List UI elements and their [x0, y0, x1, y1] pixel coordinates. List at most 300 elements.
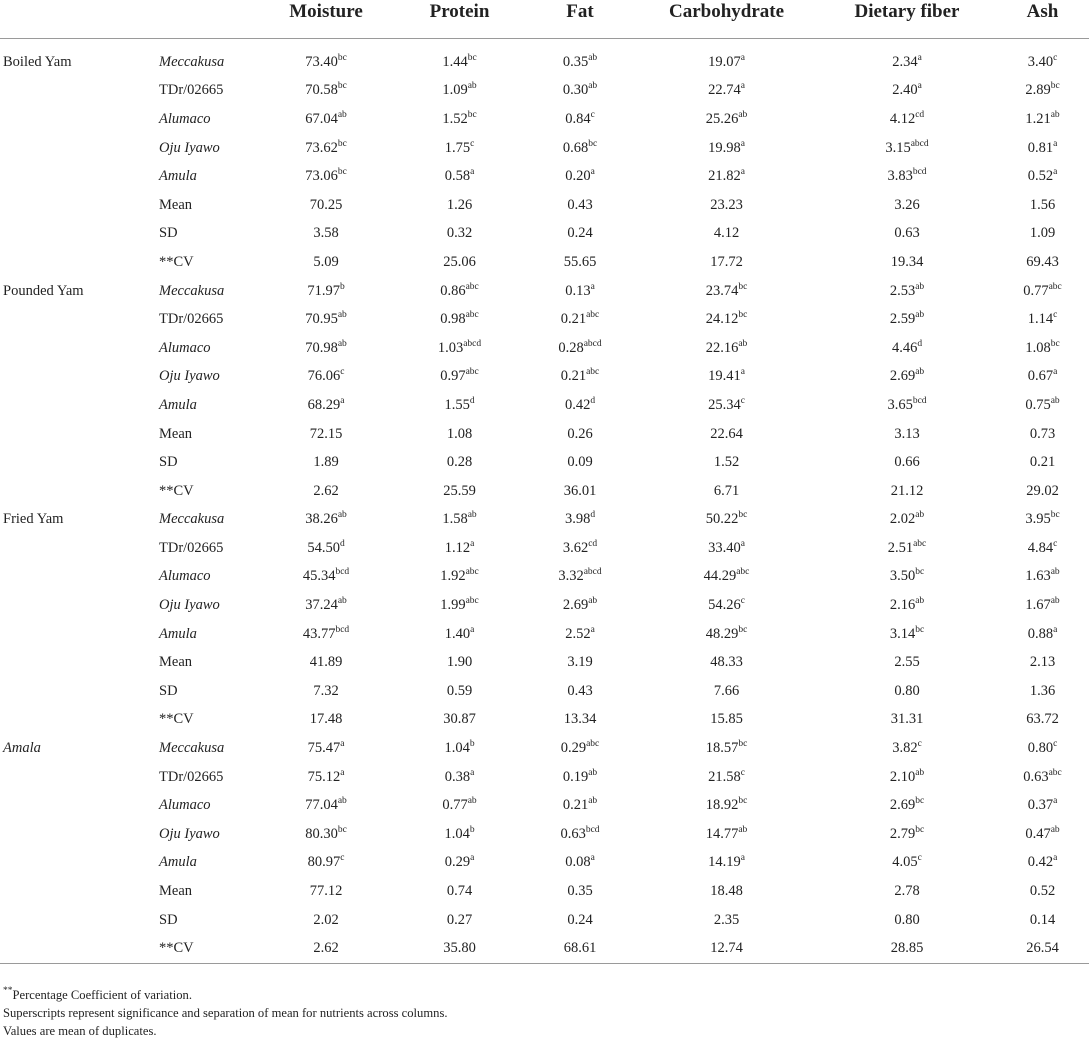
cell-value: 0.58 [444, 168, 471, 185]
significance-superscript: ab [337, 310, 347, 321]
table-row [0, 734, 1089, 763]
significance-superscript: bc [738, 281, 748, 292]
cell-value: 1.52 [442, 110, 468, 127]
fat-cell [525, 477, 635, 506]
cell-value: 19.07 [708, 53, 741, 70]
protein-cell [394, 220, 525, 249]
ash-cell [996, 420, 1089, 449]
cell-value: 44.29 [703, 568, 737, 585]
ash-cell [996, 334, 1089, 363]
group-label [0, 849, 150, 878]
protein-cell [394, 448, 525, 477]
cell-value: 0.21 [560, 368, 587, 385]
cell-value: 0.27 [446, 911, 473, 928]
dietary-fiber-cell [818, 391, 996, 420]
protein-cell [394, 39, 525, 77]
protein-cell [394, 734, 525, 763]
group-label: Fried Yam [3, 511, 64, 528]
cell-value: 0.52 [1029, 883, 1056, 900]
variety-label: Meccakusa [159, 53, 225, 70]
significance-superscript: c [917, 853, 922, 864]
cell-value: 1.04 [444, 740, 470, 757]
ash-cell [996, 77, 1089, 106]
protein-cell [394, 763, 525, 792]
fat-cell [525, 648, 635, 677]
group-label [0, 648, 150, 677]
cell-value: 2.59 [889, 311, 916, 328]
protein-cell [394, 305, 525, 334]
carbohydrate-cell [635, 563, 818, 592]
significance-superscript: d [469, 395, 475, 406]
dietary-fiber-cell [818, 39, 996, 77]
table-row [0, 477, 1089, 506]
cell-value: 19.41 [708, 368, 741, 385]
significance-superscript: c [470, 138, 475, 149]
cell-value: 21.12 [890, 482, 924, 499]
cell-value: 77.04 [305, 797, 338, 814]
cell-value: 0.24 [567, 225, 593, 242]
protein-cell [394, 591, 525, 620]
carbohydrate-cell [635, 77, 818, 106]
table-row [0, 105, 1089, 134]
moisture-cell [258, 620, 394, 649]
header-carbohydrate: Carbohydrate [635, 0, 818, 39]
cell-value: 0.67 [1027, 368, 1054, 385]
ash-cell [996, 220, 1089, 249]
cell-value: 71.97 [307, 282, 340, 299]
cell-value: 30.87 [443, 711, 476, 728]
protein-cell [394, 477, 525, 506]
cell-value: 3.83 [887, 168, 913, 185]
cell-value: 0.47 [1025, 825, 1051, 842]
fat-cell [525, 534, 635, 563]
cell-value: 0.68 [562, 139, 589, 156]
significance-superscript: ab [467, 81, 477, 92]
table-row [0, 677, 1089, 706]
dietary-fiber-cell [818, 849, 996, 878]
carbohydrate-cell [635, 248, 818, 277]
cell-value: 22.16 [705, 339, 739, 356]
cell-value: 0.88 [1027, 625, 1054, 642]
ash-cell [996, 563, 1089, 592]
cell-value: 0.86 [440, 282, 466, 299]
cell-value: 17.72 [710, 253, 743, 270]
significance-superscript: abc [465, 281, 479, 292]
cell-value: 0.35 [567, 883, 593, 900]
variety-label: Oju Iyawo [159, 139, 220, 156]
moisture-cell [258, 677, 394, 706]
significance-superscript: a [470, 624, 475, 635]
cell-value: 14.77 [705, 825, 739, 842]
dietary-fiber-cell [818, 191, 996, 220]
cell-value: 26.54 [1026, 940, 1059, 957]
cell-value: 0.21 [560, 311, 587, 328]
dietary-fiber-cell [818, 363, 996, 392]
significance-superscript: a [740, 167, 745, 178]
significance-superscript: c [917, 739, 922, 750]
protein-cell [394, 420, 525, 449]
cell-value: 1.03 [437, 339, 464, 356]
cell-value: 24.12 [705, 311, 739, 328]
protein-cell [394, 791, 525, 820]
significance-superscript: b [339, 281, 345, 292]
variety-label: Oju Iyawo [159, 368, 220, 385]
fat-cell [525, 248, 635, 277]
group-label [0, 305, 150, 334]
cell-value: 0.63 [1023, 768, 1049, 785]
significance-superscript: a [740, 52, 745, 63]
significance-superscript: a [1053, 167, 1058, 178]
group-label [0, 591, 150, 620]
group-label: Boiled Yam [3, 53, 72, 70]
table-footnotes [3, 986, 448, 1040]
cell-value: 1.67 [1025, 597, 1051, 614]
group-label [0, 934, 150, 963]
significance-superscript: bc [1050, 81, 1060, 92]
variety-label: Alumaco [159, 339, 211, 356]
ash-cell [996, 591, 1089, 620]
cell-value: 22.74 [708, 82, 741, 99]
cell-value: 3.98 [564, 511, 591, 528]
significance-superscript: d [590, 395, 596, 406]
dietary-fiber-cell [818, 534, 996, 563]
cell-value: 37.24 [305, 597, 338, 614]
cell-value: 1.09 [1029, 225, 1056, 242]
cell-value: 35.80 [443, 940, 476, 957]
variety-label: **CV [159, 711, 194, 728]
fat-cell [525, 620, 635, 649]
cell-value: 0.42 [564, 396, 591, 413]
carbohydrate-cell [635, 849, 818, 878]
significance-superscript: abcd [583, 338, 602, 349]
cell-value: 17.48 [309, 711, 343, 728]
cell-value: 5.09 [313, 253, 339, 270]
protein-cell [394, 506, 525, 535]
significance-superscript: a [1053, 796, 1058, 807]
significance-superscript: a [470, 538, 475, 549]
group-label [0, 706, 150, 735]
significance-superscript: bc [1050, 338, 1060, 349]
table-row [0, 363, 1089, 392]
cell-value: 2.89 [1025, 82, 1051, 99]
ash-cell [996, 39, 1089, 77]
table-row [0, 191, 1089, 220]
significance-superscript: abcd [910, 138, 929, 149]
cell-value: 0.30 [562, 82, 589, 99]
ash-cell [996, 305, 1089, 334]
dietary-fiber-cell [818, 420, 996, 449]
cell-value: 2.34 [892, 53, 918, 70]
significance-superscript: b [469, 739, 475, 750]
significance-superscript: c [740, 767, 745, 778]
significance-superscript: ab [1050, 109, 1060, 120]
group-label [0, 77, 150, 106]
fat-cell [525, 448, 635, 477]
table-row [0, 934, 1089, 963]
significance-superscript: a [740, 138, 745, 149]
significance-superscript: ab [738, 109, 748, 120]
significance-superscript: c [1053, 538, 1058, 549]
variety-label: SD [159, 682, 178, 699]
moisture-cell [258, 648, 394, 677]
protein-cell [394, 105, 525, 134]
table-body [0, 39, 1089, 964]
moisture-cell [258, 849, 394, 878]
cell-value: 0.28 [558, 339, 584, 356]
cell-value: 36.01 [563, 482, 597, 499]
fat-cell [525, 934, 635, 963]
protein-cell [394, 706, 525, 735]
significance-superscript: ab [337, 796, 347, 807]
footnote-cv [3, 986, 448, 1004]
significance-superscript: bc [588, 138, 598, 149]
dietary-fiber-cell [818, 677, 996, 706]
ash-cell [996, 534, 1089, 563]
fat-cell [525, 220, 635, 249]
significance-superscript: abc [586, 310, 600, 321]
ash-cell [996, 248, 1089, 277]
cell-value: 0.38 [444, 768, 471, 785]
significance-superscript: bc [337, 138, 347, 149]
cell-value: 1.14 [1027, 311, 1054, 328]
moisture-cell [258, 162, 394, 191]
moisture-cell [258, 220, 394, 249]
significance-superscript: a [590, 624, 595, 635]
cell-value: 2.62 [313, 482, 339, 499]
cell-value: 21.58 [708, 768, 741, 785]
dietary-fiber-cell [818, 620, 996, 649]
table-row [0, 248, 1089, 277]
cell-value: 69.43 [1026, 253, 1059, 270]
group-label [0, 334, 150, 363]
significance-superscript: bc [738, 796, 748, 807]
ash-cell [996, 620, 1089, 649]
cell-value: 12.74 [710, 940, 743, 957]
cell-value: 80.97 [307, 854, 341, 871]
cell-value: 70.25 [309, 196, 343, 213]
table-row [0, 391, 1089, 420]
dietary-fiber-cell [818, 791, 996, 820]
table-row [0, 305, 1089, 334]
cell-value: 67.04 [305, 110, 338, 127]
significance-superscript: bc [738, 624, 748, 635]
variety-label: SD [159, 225, 178, 242]
significance-superscript: abc [465, 310, 479, 321]
cell-value: 0.42 [1027, 854, 1054, 871]
header-protein: Protein [394, 0, 525, 39]
table-row [0, 77, 1089, 106]
cell-value: 0.24 [567, 911, 593, 928]
carbohydrate-cell [635, 591, 818, 620]
ash-cell [996, 706, 1089, 735]
significance-superscript: a [1053, 367, 1058, 378]
significance-superscript: a [590, 167, 595, 178]
cell-value: 25.06 [443, 253, 476, 270]
dietary-fiber-cell [818, 906, 996, 935]
group-label [0, 448, 150, 477]
cell-value: 3.65 [887, 396, 913, 413]
cell-value: 0.75 [1025, 396, 1051, 413]
ash-cell [996, 277, 1089, 306]
cell-value: 73.62 [305, 139, 338, 156]
dietary-fiber-cell [818, 820, 996, 849]
carbohydrate-cell [635, 391, 818, 420]
significance-superscript: bc [915, 567, 925, 578]
cell-value: 0.80 [894, 911, 920, 928]
significance-superscript: ab [588, 796, 598, 807]
dietary-fiber-cell [818, 591, 996, 620]
significance-superscript: c [1053, 52, 1058, 63]
cell-value: 45.34 [302, 568, 336, 585]
cell-value: 2.79 [889, 825, 916, 842]
carbohydrate-cell [635, 448, 818, 477]
significance-superscript: bc [738, 310, 748, 321]
cell-value: 76.06 [307, 368, 341, 385]
ash-cell [996, 363, 1089, 392]
variety-label: Oju Iyawo [159, 825, 220, 842]
protein-cell [394, 363, 525, 392]
variety-label: TDr/02665 [159, 768, 224, 785]
cell-value: 3.58 [313, 225, 339, 242]
cell-value: 1.56 [1029, 196, 1056, 213]
moisture-cell [258, 39, 394, 77]
cell-value: 54.26 [708, 597, 741, 614]
protein-cell [394, 77, 525, 106]
cell-value: 33.40 [708, 539, 741, 556]
table-row [0, 877, 1089, 906]
ash-cell [996, 105, 1089, 134]
cell-value: 2.69 [889, 797, 916, 814]
ash-cell [996, 734, 1089, 763]
significance-superscript: bc [337, 167, 347, 178]
significance-superscript: d [339, 538, 345, 549]
cell-value: 41.89 [309, 654, 343, 671]
significance-superscript: abc [913, 538, 927, 549]
fat-cell [525, 77, 635, 106]
cell-value: 3.82 [892, 740, 918, 757]
carbohydrate-cell [635, 105, 818, 134]
protein-cell [394, 248, 525, 277]
moisture-cell [258, 77, 394, 106]
dietary-fiber-cell [818, 134, 996, 163]
protein-cell [394, 162, 525, 191]
cell-value: 1.44 [442, 53, 468, 70]
dietary-fiber-cell [818, 506, 996, 535]
significance-superscript: a [340, 739, 345, 750]
group-label [0, 420, 150, 449]
variety-label: Alumaco [159, 797, 211, 814]
cell-value: 6.71 [713, 482, 740, 499]
table-row [0, 39, 1089, 77]
cell-value: 14.19 [708, 854, 741, 871]
group-label [0, 534, 150, 563]
fat-cell [525, 763, 635, 792]
ash-cell [996, 820, 1089, 849]
significance-superscript: a [470, 767, 475, 778]
significance-superscript: c [740, 596, 745, 607]
cell-value: 73.06 [305, 168, 338, 185]
cell-value: 68.61 [563, 940, 597, 957]
cell-value: 0.43 [567, 682, 593, 699]
dietary-fiber-cell [818, 305, 996, 334]
variety-label: SD [159, 911, 178, 928]
significance-superscript: abc [586, 367, 600, 378]
significance-superscript: ab [915, 767, 925, 778]
protein-cell [394, 563, 525, 592]
cell-value: 0.28 [446, 454, 473, 471]
cell-value: 0.32 [446, 225, 473, 242]
variety-label: Amula [159, 625, 197, 642]
cell-value: 3.14 [889, 625, 916, 642]
fat-cell [525, 706, 635, 735]
cell-value: 3.26 [894, 196, 920, 213]
protein-cell [394, 277, 525, 306]
table-row [0, 334, 1089, 363]
significance-superscript: d [917, 338, 923, 349]
significance-superscript: abcd [463, 338, 482, 349]
cell-value: 2.78 [894, 883, 920, 900]
moisture-cell [258, 105, 394, 134]
protein-cell [394, 391, 525, 420]
cell-value: 23.74 [705, 282, 739, 299]
ash-cell [996, 477, 1089, 506]
variety-label: Meccakusa [159, 740, 225, 757]
group-label: Pounded Yam [3, 282, 84, 299]
significance-superscript: a [740, 367, 745, 378]
fat-cell [525, 363, 635, 392]
table-row [0, 648, 1089, 677]
significance-superscript: c [340, 367, 345, 378]
fat-cell [525, 791, 635, 820]
dietary-fiber-cell [818, 934, 996, 963]
table-row [0, 763, 1089, 792]
header-variety [150, 0, 258, 39]
protein-cell [394, 334, 525, 363]
significance-superscript: bc [337, 52, 347, 63]
cell-value: 1.26 [446, 196, 473, 213]
protein-cell [394, 906, 525, 935]
significance-superscript: ab [337, 338, 347, 349]
cell-value: 3.13 [894, 425, 920, 442]
table-row [0, 134, 1089, 163]
dietary-fiber-cell [818, 162, 996, 191]
carbohydrate-cell [635, 706, 818, 735]
significance-superscript: cd [588, 538, 598, 549]
dietary-fiber-cell [818, 477, 996, 506]
group-label [0, 391, 150, 420]
moisture-cell [258, 791, 394, 820]
cell-value: 2.10 [889, 768, 916, 785]
carbohydrate-cell [635, 305, 818, 334]
cell-value: 0.43 [567, 196, 593, 213]
moisture-cell [258, 820, 394, 849]
significance-superscript: d [590, 510, 596, 521]
cell-value: 0.13 [565, 282, 591, 299]
cell-value: 2.62 [313, 940, 339, 957]
cell-value: 3.62 [562, 539, 589, 556]
variety-label: **CV [159, 482, 194, 499]
variety-label: Mean [159, 883, 193, 900]
moisture-cell [258, 934, 394, 963]
table-row [0, 620, 1089, 649]
carbohydrate-cell [635, 877, 818, 906]
protein-cell [394, 620, 525, 649]
ash-cell [996, 162, 1089, 191]
group-label: Amala [3, 740, 41, 757]
moisture-cell [258, 248, 394, 277]
cell-value: 0.52 [1027, 168, 1054, 185]
moisture-cell [258, 305, 394, 334]
